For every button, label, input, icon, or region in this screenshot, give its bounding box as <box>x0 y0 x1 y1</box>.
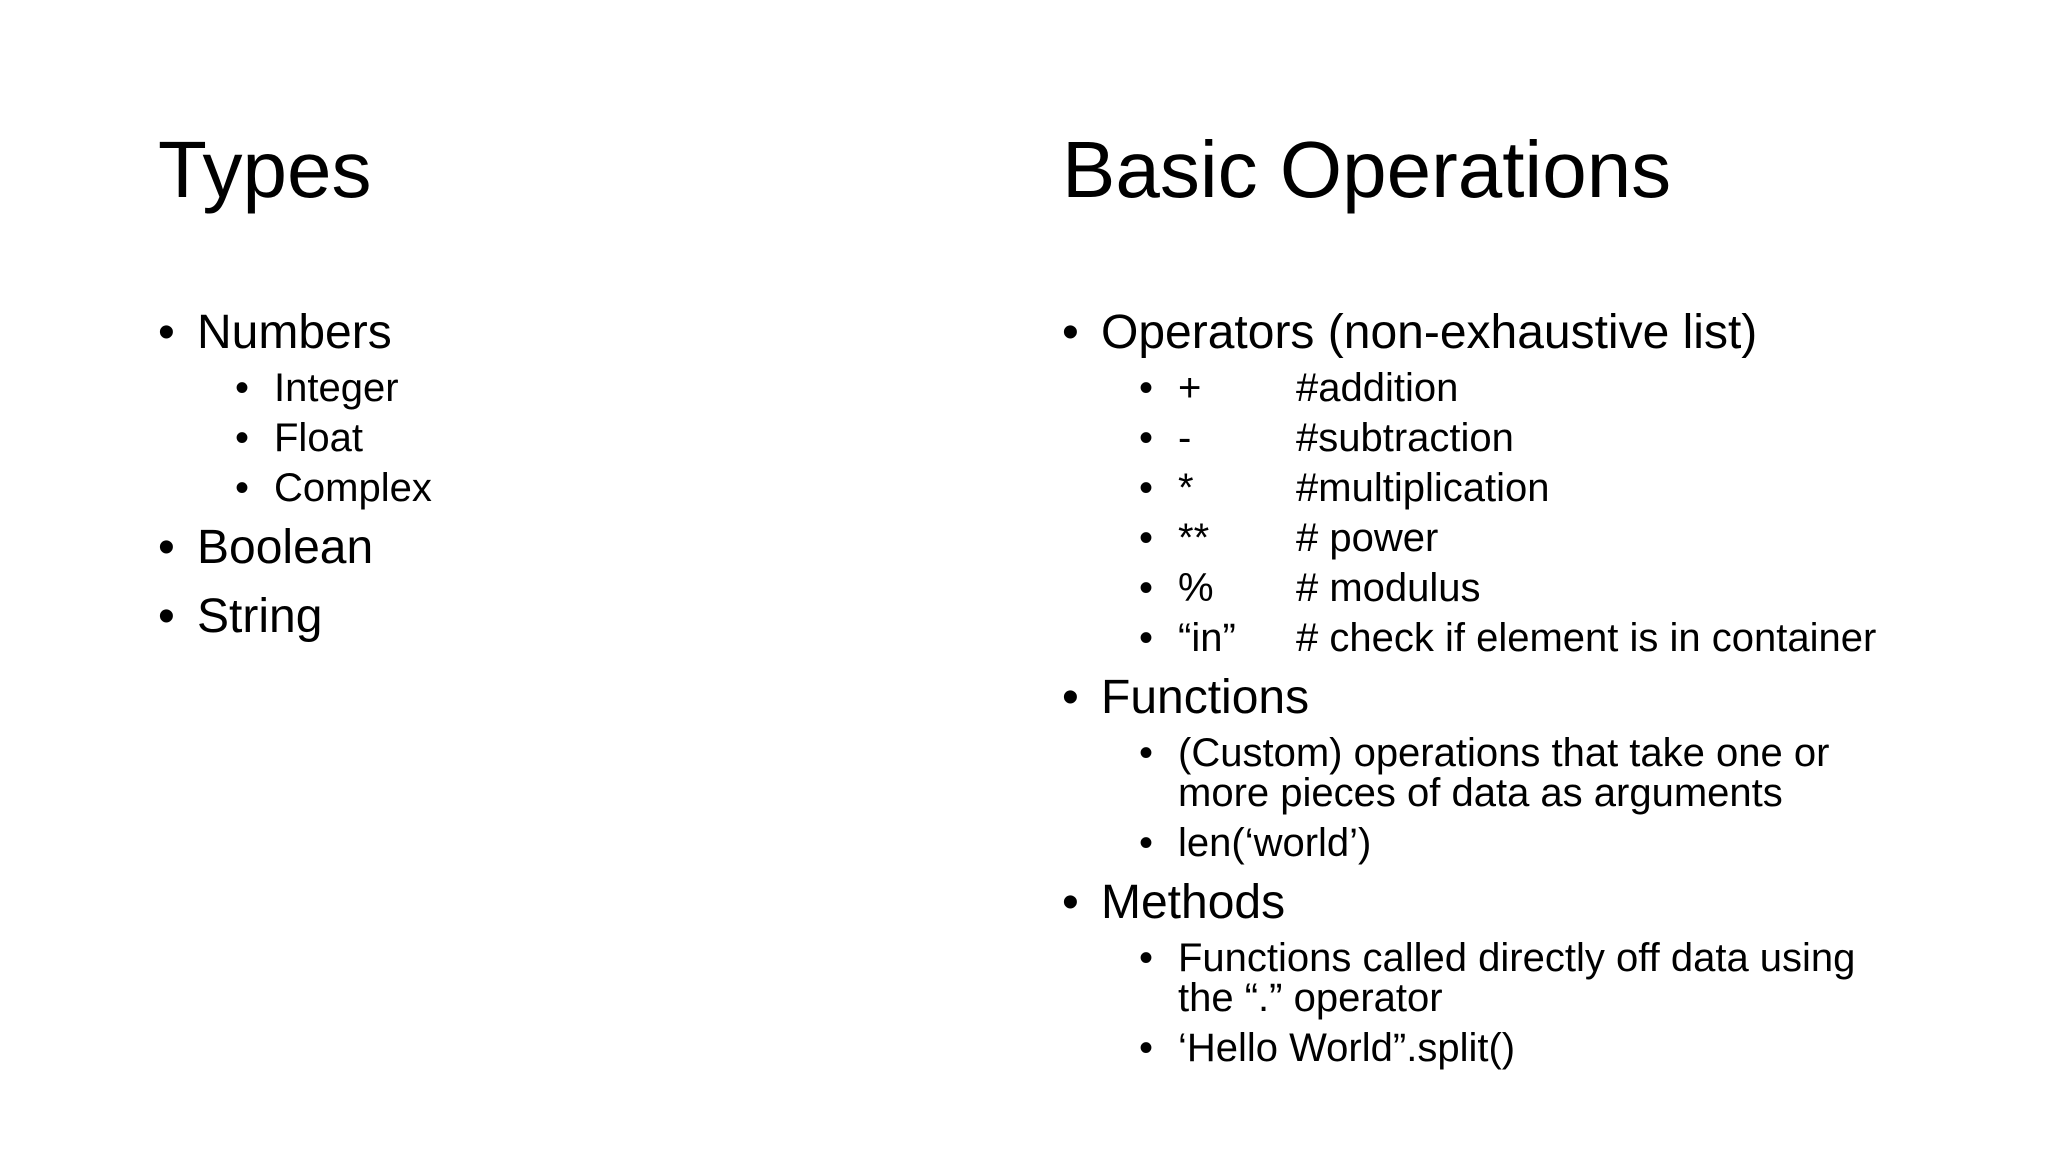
sublist-item-line: (Custom) operations that take one or <box>1178 731 1830 775</box>
bullet: • <box>1139 731 1154 775</box>
sublist-item-line: more pieces of data as arguments <box>1178 771 1783 815</box>
list-item-label: String <box>197 590 323 643</box>
sublist-item <box>1139 823 1962 863</box>
bullet: • <box>1139 936 1154 980</box>
list-item-label: Operators (non-exhaustive list) <box>1101 306 1758 359</box>
bullet: • <box>1139 466 1154 510</box>
types-list <box>158 304 978 646</box>
sublist-item <box>1139 938 1962 1018</box>
operator-symbol: ** <box>1178 516 1210 560</box>
list-item-methods <box>1062 874 1962 1068</box>
sublist-item-line: len(‘world’) <box>1178 821 1372 865</box>
list-item-label: Boolean <box>197 521 374 574</box>
operator-comment: # check if element is in container <box>1296 616 1877 660</box>
bullet: • <box>158 306 175 359</box>
numbers-sublist <box>235 368 978 508</box>
operator-comment: # power <box>1296 516 1439 560</box>
bullet: • <box>235 416 250 460</box>
bullet: • <box>158 590 175 643</box>
operator-comment: # modulus <box>1296 566 1481 610</box>
sublist-item-label: Integer <box>274 366 399 410</box>
list-item-functions <box>1062 669 1962 863</box>
bullet: • <box>1062 306 1079 359</box>
operator-comment: #addition <box>1296 366 1459 410</box>
operator-comment: #multiplication <box>1296 466 1550 510</box>
operations-list <box>1062 304 1962 1068</box>
sublist-item-label: Complex <box>274 466 432 510</box>
operator-item <box>1139 568 1962 608</box>
bullet: • <box>1139 516 1154 560</box>
bullet: • <box>235 466 250 510</box>
sublist-item <box>235 468 978 508</box>
list-item-label: Functions <box>1101 671 1310 724</box>
methods-sublist <box>1139 938 1962 1068</box>
operator-item <box>1139 518 1962 558</box>
operator-symbol: - <box>1178 416 1192 460</box>
bullet: • <box>1139 1026 1154 1070</box>
bullet: • <box>1139 616 1154 660</box>
operator-item <box>1139 468 1962 508</box>
bullet: • <box>1139 366 1154 410</box>
bullet: • <box>1062 876 1079 929</box>
operator-symbol: * <box>1178 466 1194 510</box>
bullet: • <box>1062 671 1079 724</box>
bullet: • <box>158 521 175 574</box>
functions-sublist <box>1139 733 1962 863</box>
list-item-numbers <box>158 304 978 508</box>
list-item-operators <box>1062 304 1962 658</box>
operator-symbol: “in” <box>1178 616 1236 660</box>
list-item-boolean <box>158 519 978 577</box>
sublist-item <box>1139 1028 1962 1068</box>
sublist-item-label: Float <box>274 416 363 460</box>
types-title: Types <box>158 125 372 214</box>
sublist-item <box>235 418 978 458</box>
basic-operations-title: Basic Operations <box>1062 125 1672 214</box>
operator-symbol: + <box>1178 366 1202 410</box>
operator-item <box>1139 618 1962 658</box>
bullet: • <box>1139 416 1154 460</box>
operators-sublist <box>1139 368 1962 658</box>
operator-symbol: % <box>1178 566 1214 610</box>
sublist-item-line: the “.” operator <box>1178 976 1443 1020</box>
sublist-item-line: ‘Hello World”.split() <box>1178 1026 1516 1070</box>
sublist-item <box>235 368 978 408</box>
operator-item <box>1139 418 1962 458</box>
bullet: • <box>1139 566 1154 610</box>
list-item-label: Numbers <box>197 306 392 359</box>
operator-comment: #subtraction <box>1296 416 1514 460</box>
bullet: • <box>235 366 250 410</box>
list-item-label: Methods <box>1101 876 1286 929</box>
list-item-string <box>158 588 978 646</box>
bullet: • <box>1139 821 1154 865</box>
operator-item <box>1139 368 1962 408</box>
sublist-item <box>1139 733 1962 813</box>
sublist-item-line: Functions called directly off data using <box>1178 936 1856 980</box>
